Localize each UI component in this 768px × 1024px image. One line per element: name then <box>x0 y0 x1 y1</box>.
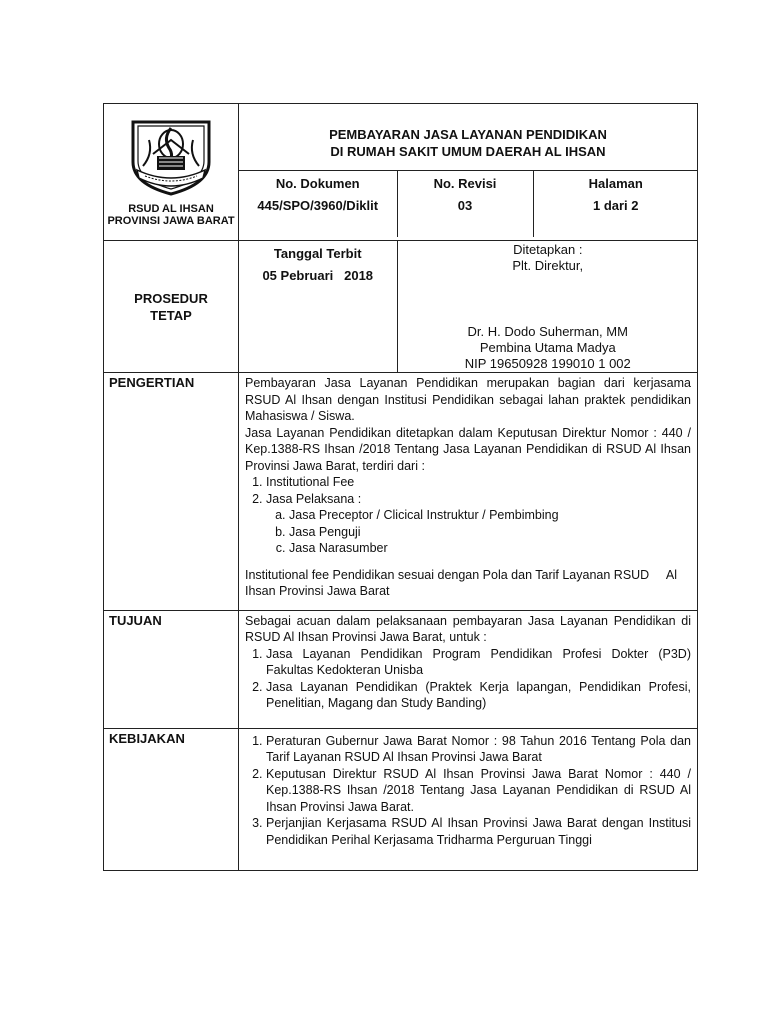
pengertian-paragraph-2: Jasa Layanan Pendidikan ditetapkan dalam Keputusan Direktur Nomor : 440 / Kep.1388-RS Ihsan /2018 Tentang Jasa Layanan Pendidikan di RSUD Al Ihsan Provinsi Jawa Barat, terdiri dari : <box>245 425 691 473</box>
approval-block <box>397 241 698 372</box>
page-value: 1 dari 2 <box>592 198 639 213</box>
revision-value: 03 <box>457 198 473 213</box>
pengertian-paragraph-3: Institutional fee Pendidikan sesuai dengan Pola dan Tarif Layanan RSUD Al Ihsan Provinsi Jawa Barat <box>245 567 681 598</box>
procedure-type <box>104 241 239 373</box>
issue-approval-table <box>239 241 698 372</box>
tujuan-row <box>104 610 698 728</box>
hospital-province: PROVINSI JAWA BARAT <box>107 215 235 227</box>
pengertian-sublist <box>245 507 691 557</box>
revision-label: No. Revisi <box>433 176 497 191</box>
pengertian-label: PENGERTIAN <box>104 373 239 611</box>
pengertian-paragraph-1: Pembayaran Jasa Layanan Pendidikan merupakan bagian dari kerjasama RSUD Al Ihsan dengan Institusi Pendidikan sebagai lahan praktek pendidikan Mahasiswa / Siswa. <box>245 376 691 423</box>
sop-document-table <box>103 103 698 871</box>
kebijakan-label: KEBIJAKAN <box>104 728 239 871</box>
document-number-label: No. Dokumen <box>275 176 360 191</box>
document-number-value: 445/SPO/3960/Diklit <box>257 198 379 213</box>
approver-name: Dr. H. Dodo Suherman, MM <box>467 324 628 339</box>
title-line-2: DI RUMAH SAKIT UMUM DAERAH AL IHSAN <box>330 144 606 159</box>
list-item: a. Jasa Preceptor / Clicical Instruktur / Pembimbing <box>289 507 691 524</box>
kebijakan-content <box>239 728 698 871</box>
hospital-name: RSUD AL IHSAN <box>128 203 214 215</box>
page-label: Halaman <box>588 176 643 191</box>
rsud-al-ihsan-emblem-icon <box>123 114 219 196</box>
approver-rank: Pembina Utama Madya <box>479 340 616 355</box>
list-item <box>266 491 691 508</box>
issue-date-label: Tanggal Terbit <box>273 246 362 261</box>
approval-line-1: Ditetapkan : <box>513 242 583 257</box>
pengertian-list <box>245 474 691 507</box>
procedure-line-2: TETAP <box>150 307 192 323</box>
pengertian-content <box>239 373 698 611</box>
meta-cell <box>239 171 698 241</box>
title-line-1: PEMBAYARAN JASA LAYANAN PENDIDIKAN <box>329 127 607 142</box>
tujuan-list <box>245 646 691 712</box>
procedure-row <box>104 241 698 373</box>
procedure-line-1: PROSEDUR <box>134 290 208 306</box>
kebijakan-list <box>245 733 691 849</box>
approval-line-2: Plt. Direktur, <box>512 258 584 273</box>
tujuan-label: TUJUAN <box>104 610 239 728</box>
list-item: c. Jasa Narasumber <box>289 540 691 557</box>
list-item: 2. Jasa Layanan Pendidikan (Praktek Kerja lapangan, Pendidikan Profesi, Penelitian, Magang dan Study Banding) <box>266 679 691 712</box>
list-item: 1. Peraturan Gubernur Jawa Barat Nomor : 98 Tahun 2016 Tentang Pola dan Tarif Layanan RSUD Al Ihsan Provinsi Jawa Barat <box>266 733 691 766</box>
header-row <box>104 104 698 171</box>
revision-number <box>397 171 533 237</box>
approver-nip: NIP 19650928 199010 1 002 <box>464 356 631 371</box>
list-item: 3. Perjanjian Kerjasama RSUD Al Ihsan Provinsi Jawa Barat dengan Institusi Pendidikan Perihal Kerjasama Tridharma Perguruan Tinggi <box>266 815 691 848</box>
list-item: 1. Jasa Layanan Pendidikan Program Pendidikan Profesi Dokter (P3D) Fakultas Kedokteran Unisba <box>266 646 691 679</box>
issue-date <box>239 241 397 372</box>
list-item: 2. Keputusan Direktur RSUD Al Ihsan Provinsi Jawa Barat Nomor : 440 / Kep.1388-RS Ihsan /2018 Tentang Jasa Layanan Pendidikan di RSUD Al Ihsan Provinsi Jawa Barat. <box>266 766 691 816</box>
issue-date-value: 05 Pebruari 2018 <box>262 268 374 283</box>
tujuan-intro: Sebagai acuan dalam pelaksanaan pembayaran Jasa Layanan Pendidikan di RSUD Al Ihsan Provinsi Jawa Barat, untuk : <box>245 613 691 644</box>
list-item-label: Jasa Pelaksana : <box>266 491 362 506</box>
kebijakan-row <box>104 728 698 871</box>
issue-approval-cell <box>239 241 698 373</box>
meta-table <box>239 171 698 237</box>
page-number <box>533 171 698 237</box>
document-number <box>239 171 397 237</box>
tujuan-content <box>239 610 698 728</box>
list-item: 1. Institutional Fee <box>266 474 691 491</box>
list-item: b. Jasa Penguji <box>289 524 691 541</box>
pengertian-row <box>104 373 698 611</box>
logo-cell <box>104 104 239 241</box>
document-title <box>239 104 698 171</box>
